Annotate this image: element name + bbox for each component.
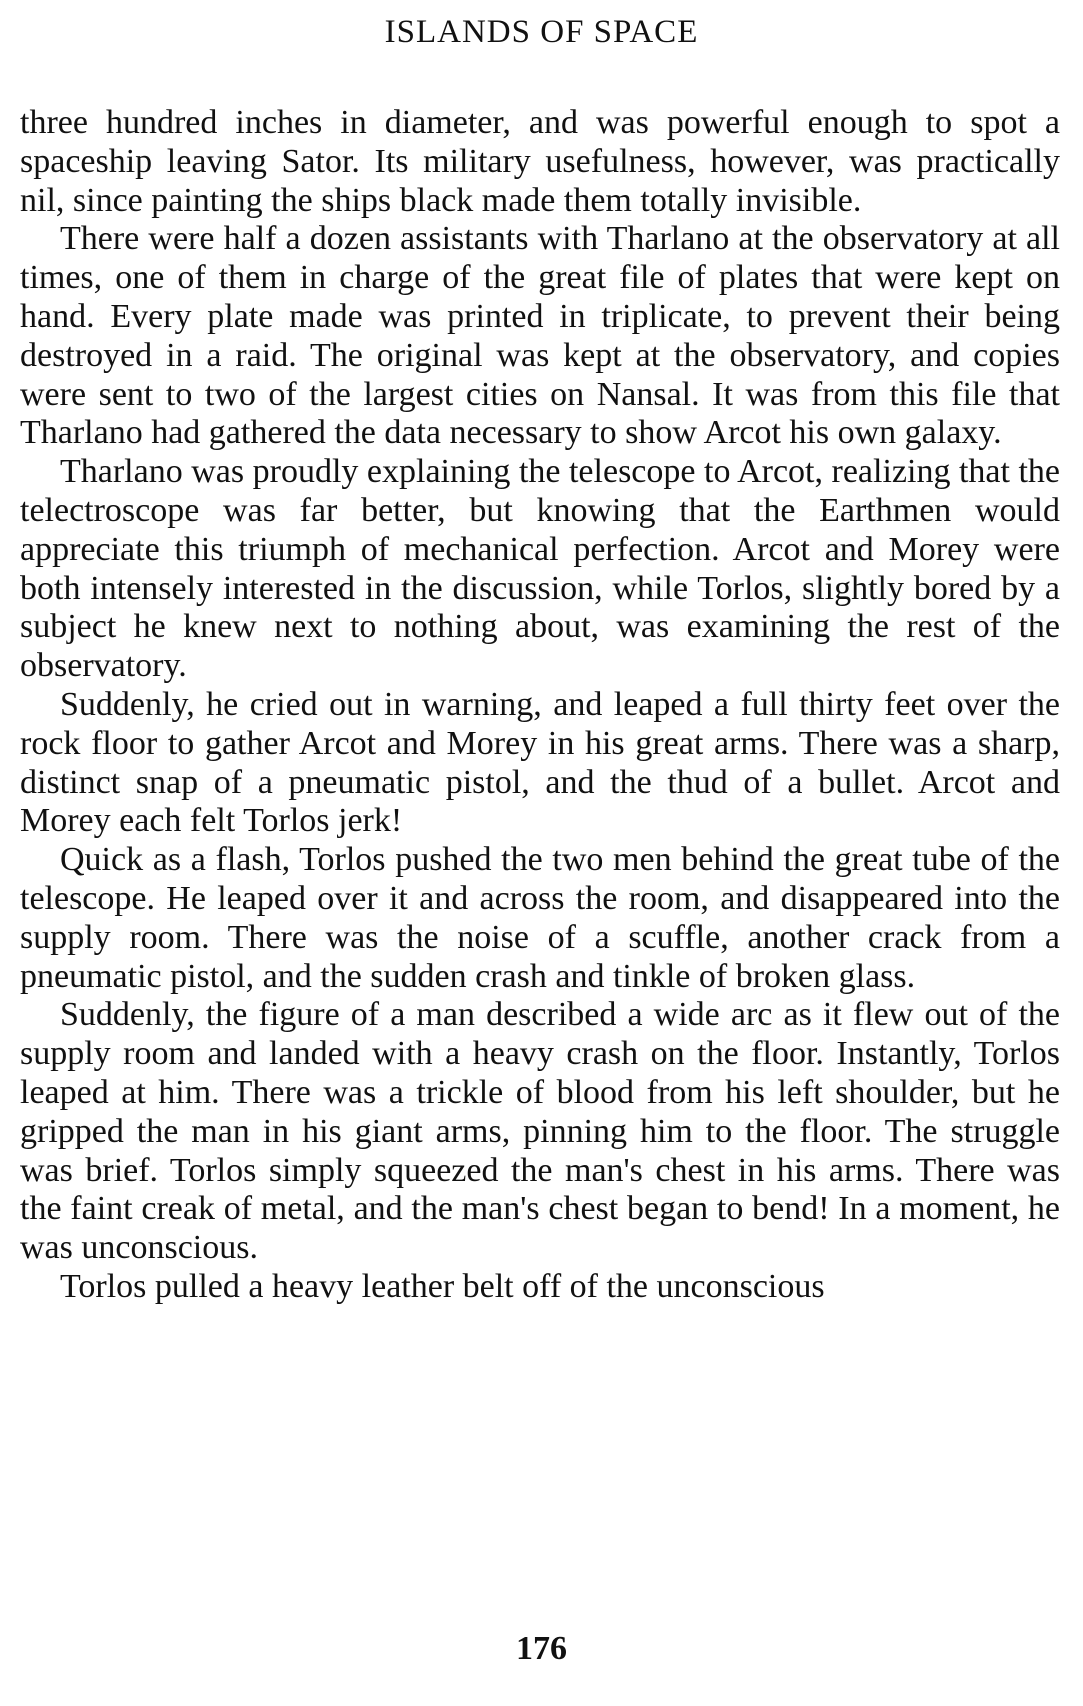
paragraph-3: Tharlano was proudly explaining the telescope to Arcot, realizing that the telectroscope was far better, but knowing that the Earthmen would appreciate this triumph of mechanical perfection. Arcot and Morey were both intensely interested in the discussion, while Torlos, slightly bored by a subject he knew next to nothing about, was examining the rest of the observatory. bbox=[20, 453, 1060, 685]
paragraph-2: There were half a dozen assistants with Tharlano at the observatory at all times, one of them in charge of the great file of plates that were kept on hand. Every plate made was printed in triplicate, to prevent their being destroyed in a raid. The original was kept at the observatory, and copies were sent to two of the largest cities on Nansal. It was from this file that Tharlano had gathered the data necessary to show Arcot his own galaxy. bbox=[20, 220, 1060, 452]
paragraph-1: three hundred inches in diameter, and was powerful enough to spot a spaceship leaving Sator. Its military usefulness, however, was practically nil, since painting the ships black made them totally invisible. bbox=[20, 104, 1060, 219]
paragraph-6: Suddenly, the figure of a man described a wide arc as it flew out of the supply room and landed with a heavy crash on the floor. Instantly, Torlos leaped at him. There was a trickle of blood from his left shoulder, but he gripped the man in his giant arms, pinning him to the floor. The struggle was brief. Torlos simply squeezed the man's chest in his arms. There was the faint creak of metal, and the man's chest began to bend! In a moment, he was unconscious. bbox=[20, 996, 1060, 1267]
page-number: 176 bbox=[516, 1630, 567, 1667]
paragraph-7: Torlos pulled a heavy leather belt off of the unconscious bbox=[60, 1267, 825, 1305]
paragraph-4: Suddenly, he cried out in warning, and leaped a full thirty feet over the rock floor to gather Arcot and Morey in his great arms. There was a sharp, distinct snap of a pneumatic pistol, and the thud of a bullet. Arcot and Morey each felt Torlos jerk! bbox=[20, 685, 1060, 840]
paragraph-5: Quick as a flash, Torlos pushed the two men behind the great tube of the telescope. He leaped over it and across the room, and disappeared into the supply room. There was the noise of a scuffle, another crack from a pneumatic pistol, and the sudden crash and tinkle of broken glass. bbox=[20, 841, 1060, 995]
body-text bbox=[20, 104, 1060, 1307]
running-head: ISLANDS OF SPACE bbox=[384, 14, 699, 50]
